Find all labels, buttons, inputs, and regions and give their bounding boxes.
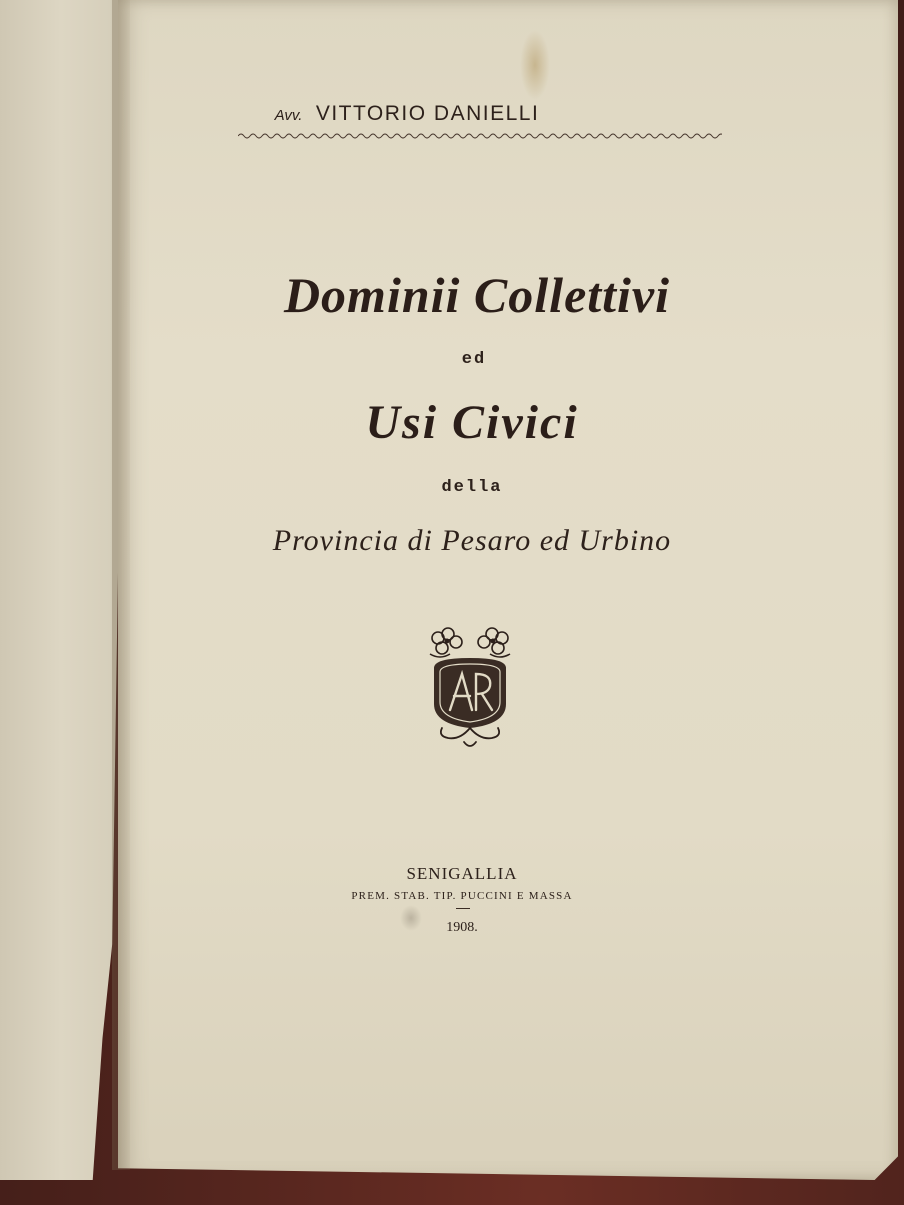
author-prefix: Avv. <box>274 107 303 124</box>
floral-monogram-emblem-icon <box>420 620 520 752</box>
ink-smudge <box>400 905 422 931</box>
paper-stain <box>520 30 550 100</box>
author-line <box>0 102 859 126</box>
imprint-year: 1908. <box>446 920 478 935</box>
imprint-divider <box>456 908 470 909</box>
imprint-printer: PREM. STAB. TIP. PUCCINI E MASSA <box>351 890 573 902</box>
left-page <box>0 0 122 1180</box>
wavy-rule <box>238 130 722 142</box>
title-page <box>118 0 898 1180</box>
sub-title: Usi Civici <box>365 396 579 449</box>
author-name: VITTORIO DANIELLI <box>315 102 540 125</box>
main-title: Dominii Collettivi <box>283 267 671 323</box>
book-gutter <box>112 0 130 1170</box>
province-title: Provincia di Pesaro ed Urbino <box>272 524 672 557</box>
imprint-city: SENIGALLIA <box>406 864 518 883</box>
connector-della: della <box>441 478 503 497</box>
connector-ed: ed <box>461 350 487 369</box>
